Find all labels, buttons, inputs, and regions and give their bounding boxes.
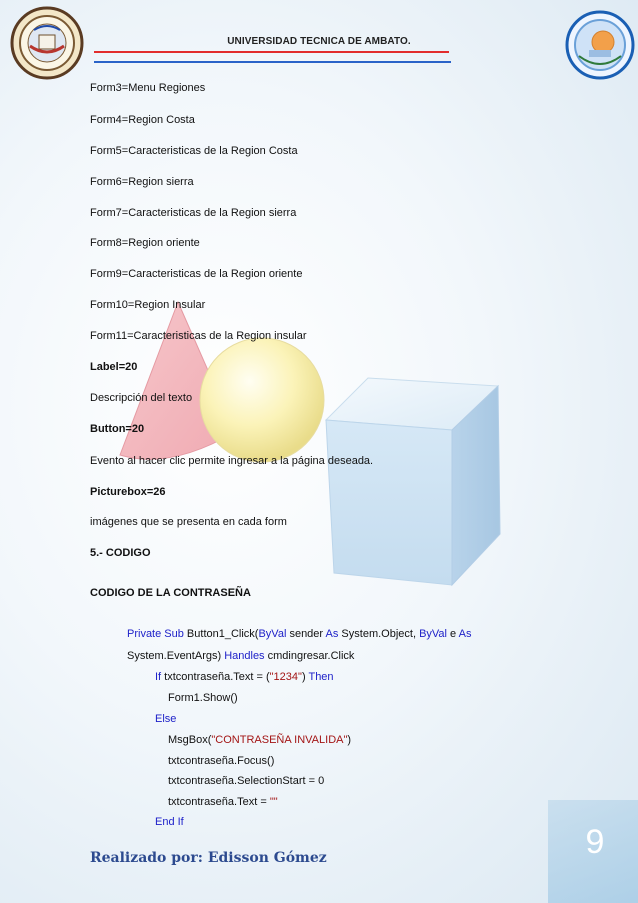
body-line: Form4=Region Costa (90, 114, 195, 126)
code-text: txtcontraseña.Text = (168, 796, 270, 808)
label-heading: Label=20 (90, 361, 138, 373)
body-line: Form11=Caracteristicas de la Region insular (90, 330, 307, 342)
subsection-heading: CODIGO DE LA CONTRASEÑA (90, 587, 251, 599)
sphere-shape (200, 338, 324, 462)
cube-front-face (326, 420, 452, 585)
button-heading: Button=20 (90, 423, 145, 435)
page-number: 9 (585, 823, 605, 861)
code-line (168, 796, 278, 808)
code-text: txtcontraseña.Focus() (168, 755, 275, 767)
code-keyword: If (155, 671, 162, 683)
code-keyword: Handles (224, 650, 265, 662)
code-line (168, 775, 324, 787)
button-description: Evento al hacer clic permite ingresar a la página deseada. (90, 455, 374, 467)
code-line (168, 692, 238, 704)
code-keyword: ByVal (419, 628, 447, 640)
code-string: "1234" (269, 671, 302, 683)
code-keyword: As (458, 628, 472, 640)
code-keyword: Then (308, 671, 334, 683)
code-line (155, 713, 176, 725)
picturebox-description: imágenes que se presenta en cada form (90, 516, 287, 528)
code-keyword: Private Sub (127, 628, 184, 640)
picturebox-heading: Picturebox=26 (90, 486, 166, 498)
code-keyword: ByVal (258, 628, 287, 640)
code-text: sender (286, 628, 326, 640)
code-line (168, 755, 274, 767)
code-line (155, 816, 184, 828)
body-line: Form7=Caracteristicas de la Region sierra (90, 207, 297, 219)
code-keyword: End If (155, 816, 184, 828)
code-text: e (447, 628, 459, 640)
body-line: Form8=Region oriente (90, 237, 200, 249)
code-text: ) (301, 671, 309, 683)
code-text: txtcontraseña.Text = ( (161, 671, 270, 683)
footer-author: Realizado por: Edisson Gómez (90, 850, 327, 866)
code-line (168, 734, 351, 746)
code-line (127, 650, 354, 662)
code-string: "CONTRASEÑA INVALIDA" (211, 734, 348, 746)
code-text: txtcontraseña.SelectionStart = 0 (168, 775, 325, 787)
code-text: MsgBox( (168, 734, 212, 746)
header-rule-red (94, 51, 449, 53)
code-text: Button1_Click( (183, 628, 259, 640)
section-heading: 5.- CODIGO (90, 547, 151, 559)
code-text: cmdingresar.Click (264, 650, 355, 662)
header-title: UNIVERSIDAD TECNICA DE AMBATO. (227, 36, 411, 47)
body-line: Form10=Region Insular (90, 299, 206, 311)
header-rule-blue (94, 61, 451, 63)
code-text: System.Object, (338, 628, 420, 640)
body-line: Form5=Caracteristicas de la Region Costa (90, 145, 298, 157)
code-keyword: As (325, 628, 339, 640)
code-line (127, 628, 471, 640)
code-text: Form1.Show() (168, 692, 238, 704)
code-string: "" (269, 796, 278, 808)
body-line: Form9=Caracteristicas de la Region oriente (90, 268, 303, 280)
code-text: ) (347, 734, 352, 746)
body-line: Form3=Menu Regiones (90, 82, 206, 94)
code-keyword: Else (155, 713, 177, 725)
code-line (155, 671, 334, 683)
body-line: Form6=Region sierra (90, 176, 194, 188)
label-description: Descripción del texto (90, 392, 193, 404)
code-text: System.EventArgs) (127, 650, 225, 662)
